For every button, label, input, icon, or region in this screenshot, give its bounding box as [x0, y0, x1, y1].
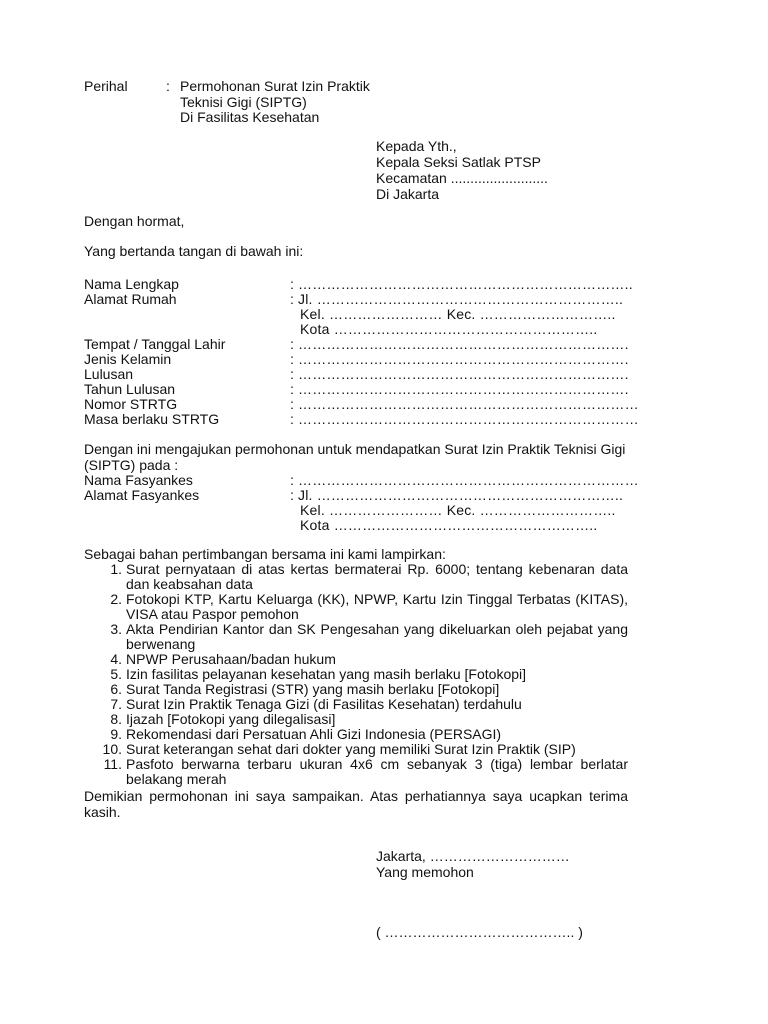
signature-role: Yang memohon	[376, 864, 474, 880]
field-label: Lulusan	[84, 366, 134, 382]
signature-block	[376, 848, 570, 880]
field-value: Kota ………………………………………………..	[300, 517, 598, 533]
perihal-label: Perihal	[84, 78, 128, 94]
list-text: Fotokopi KTP, Kartu Keluarga (KK), NPWP, Kartu Izin Tinggal Terbatas (KITAS), VISA atau Paspor pemohon	[126, 591, 628, 622]
addressee-line: Kepala Seksi Satlak PTSP	[376, 154, 541, 170]
list-number: 2.	[110, 591, 122, 607]
perihal-line: Permohonan Surat Izin Praktik	[180, 78, 370, 94]
signature-place-date: Jakarta, …………………………	[376, 848, 570, 864]
field-colon: :	[290, 336, 294, 352]
field-value: ……………………………………………………………..	[298, 276, 633, 292]
list-text: Akta Pendirian Kantor dan SK Pengesahan yang dikeluarkan oleh pejabat yang berwenang	[126, 621, 628, 652]
list-item	[84, 712, 628, 727]
list-text: Surat keterangan sehat dari dokter yang memiliki Surat Izin Praktik (SIP)	[126, 741, 576, 757]
list-text: Surat Tanda Registrasi (STR) yang masih berlaku [Fotokopi]	[126, 681, 500, 697]
list-item	[84, 652, 628, 667]
field-value: Jl. ………………………………………………………..	[298, 291, 624, 307]
perihal-colon: :	[166, 78, 170, 94]
list-item	[84, 562, 628, 592]
field-colon: :	[290, 276, 294, 292]
field-value: ………………………………………………………………	[298, 411, 639, 427]
list-number: 1.	[110, 561, 122, 577]
intro-text: Yang bertanda tangan di bawah ini:	[84, 243, 304, 259]
list-text: Izin fasilitas pelayanan kesehatan yang masih berlaku [Fotokopi]	[126, 666, 527, 682]
list-number: 5.	[110, 666, 122, 682]
list-number: 4.	[110, 651, 122, 667]
list-text: Pasfoto berwarna terbaru ukuran 4x6 cm sebanyak 3 (tiga) lembar berlatar belakang merah	[126, 756, 628, 787]
field-label: Jenis Kelamin	[84, 351, 172, 367]
list-text: Surat pernyataan di atas kertas bermaterai Rp. 6000; tentang kebenaran data dan keabsahan data	[126, 561, 628, 592]
field-colon: :	[290, 411, 294, 427]
field-colon: :	[290, 381, 294, 397]
request-paragraph: Dengan ini mengajukan permohonan untuk mendapatkan Surat Izin Praktik Teknisi Gigi (SIPTG) pada :	[84, 441, 626, 473]
field-colon: :	[290, 487, 294, 503]
field-colon: :	[290, 291, 294, 307]
field-value: Kel. …………………… Kec. ………………………..	[300, 306, 616, 322]
list-item	[84, 697, 628, 712]
field-value: …………………………………………………………….	[298, 351, 629, 367]
list-item	[84, 742, 628, 757]
addressee-block	[376, 138, 548, 202]
field-colon: :	[290, 396, 294, 412]
field-colon: :	[290, 366, 294, 382]
field-colon: :	[290, 351, 294, 367]
addressee-line: Kepada Yth.,	[376, 138, 457, 154]
addressee-line: Di Jakarta	[376, 186, 440, 202]
list-item	[84, 682, 628, 697]
list-item	[84, 757, 628, 787]
list-number: 6.	[110, 681, 122, 697]
perihal-line: Di Fasilitas Kesehatan	[180, 109, 320, 125]
perihal-line: Teknisi Gigi (SIPTG)	[180, 93, 307, 110]
field-value: Kota ………………………………………………..	[300, 321, 598, 337]
list-number: 10.	[102, 741, 122, 757]
list-text: NPWP Perusahaan/badan hukum	[126, 651, 336, 667]
field-label: Tahun Lulusan	[84, 381, 176, 397]
field-colon: :	[290, 472, 294, 488]
list-text: Rekomendasi dari Persatuan Ahli Gizi Indonesia (PERSAGI)	[126, 726, 502, 742]
field-label: Tempat / Tanggal Lahir	[84, 336, 226, 352]
field-value: …………………………………………………………….	[298, 336, 629, 352]
list-item	[84, 622, 628, 652]
list-item	[84, 667, 628, 682]
field-value: ………………………………………………………………	[298, 472, 639, 488]
field-label: Nama Lengkap	[84, 276, 179, 292]
perihal-subject	[180, 79, 370, 126]
list-text: Surat Izin Praktik Tenaga Gizi (di Fasilitas Kesehatan) terdahulu	[126, 696, 522, 712]
addressee-line: Kecamatan .........................	[376, 170, 548, 186]
field-label: Nama Fasyankes	[84, 472, 193, 488]
attachments-list	[84, 562, 628, 787]
greeting: Dengan hormat,	[84, 213, 185, 229]
list-number: 8.	[110, 711, 122, 727]
list-item	[84, 727, 628, 742]
attachments-heading: Sebagai bahan pertimbangan bersama ini kami lampirkan:	[84, 546, 446, 562]
field-label: Alamat Fasyankes	[84, 487, 200, 503]
field-value: ………………………………………………………………	[298, 396, 639, 412]
field-value: …………………………………………………………….	[298, 366, 629, 382]
list-number: 3.	[110, 621, 122, 637]
list-number: 9.	[110, 726, 122, 742]
field-value: Jl. ………………………………………………………..	[298, 487, 624, 503]
list-number: 7.	[110, 696, 122, 712]
field-label: Nomor STRTG	[84, 396, 178, 412]
list-text: Ijazah [Fotokopi yang dilegalisasi]	[126, 711, 336, 727]
closing-paragraph: Demikian permohonan ini saya sampaikan. Atas perhatiannya saya ucapkan terima kasih.	[84, 788, 628, 820]
field-value: …………………………………………………………….	[298, 381, 629, 397]
field-label: Alamat Rumah	[84, 291, 177, 307]
signature-name: ( ………………………………….. )	[376, 924, 583, 940]
field-value: Kel. …………………… Kec. ………………………..	[300, 502, 616, 518]
list-number: 11.	[103, 756, 122, 772]
list-item	[84, 592, 628, 622]
field-label: Masa berlaku STRTG	[84, 411, 220, 427]
